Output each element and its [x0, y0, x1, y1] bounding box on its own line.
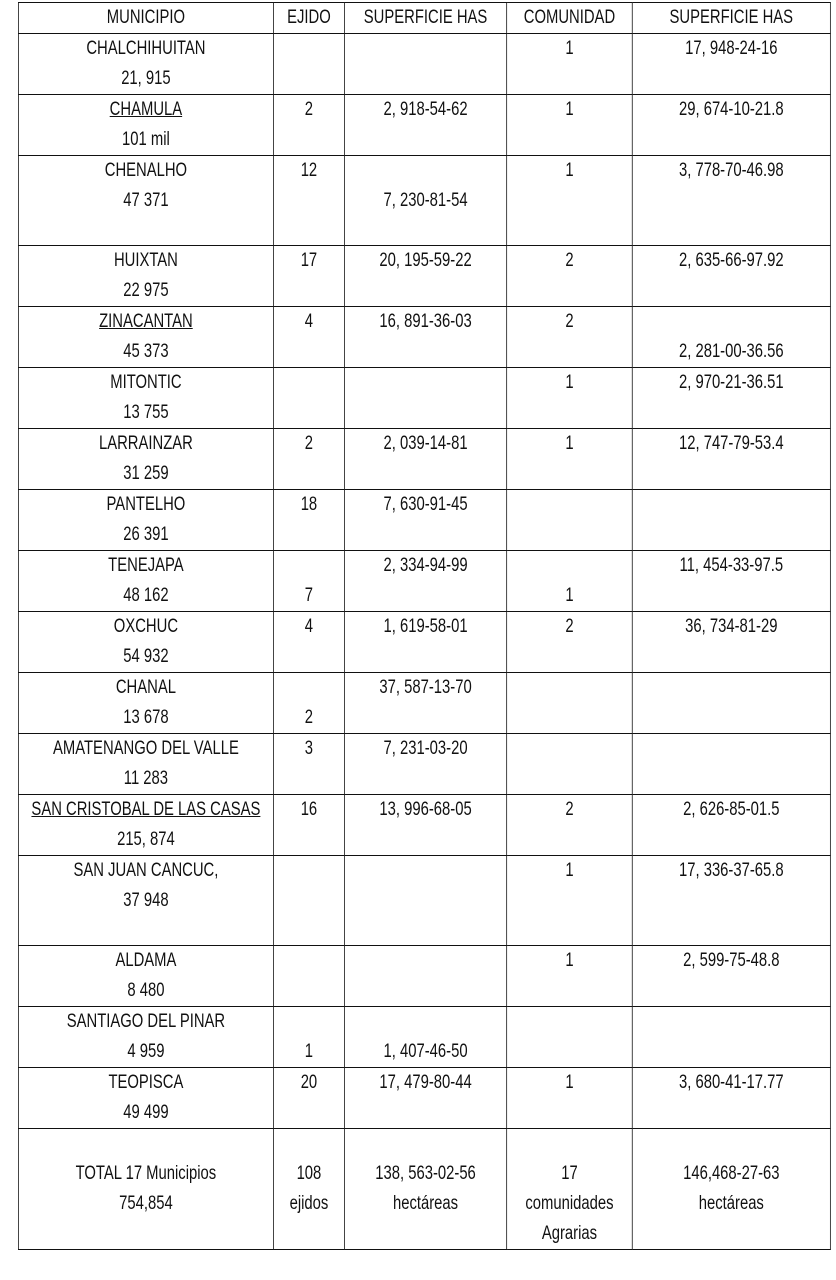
cell-superficie-comunidad	[632, 429, 830, 490]
cell-ejido-line: 12	[300, 160, 318, 181]
cell-ejido	[273, 856, 344, 946]
cell-superficie-ejido-line	[345, 459, 506, 489]
cell-ejido-line	[274, 34, 344, 64]
cell-superficie-ejido-line: 13, 996-68-05	[379, 799, 472, 820]
cell-ejido-line: 17	[300, 250, 318, 271]
cell-comunidad-line	[507, 398, 632, 428]
cell-municipio-line: SAN JUAN CANCUC,	[73, 860, 219, 881]
cell-comunidad-line: 1	[565, 860, 574, 881]
cell-superficie-comunidad-line	[633, 64, 830, 94]
cell-superficie-ejido-line: 1, 619-58-01	[383, 616, 468, 637]
cell-superficie-ejido	[344, 34, 506, 95]
cell-municipio-line: SAN CRISTOBAL DE LAS CASAS	[31, 799, 261, 820]
cell-superficie-ejido	[344, 156, 506, 246]
cell-ejido-line: 3	[304, 738, 314, 759]
cell-superficie-comunidad	[632, 156, 830, 246]
cell-comunidad-line: 1	[565, 99, 574, 120]
cell-ejido	[273, 1007, 344, 1068]
cell-comunidad-line	[507, 276, 632, 306]
table-row	[18, 156, 830, 246]
cell-superficie-ejido	[344, 490, 506, 551]
cell-comunidad	[507, 795, 633, 856]
total-superficie-comunidad-unit: hectáreas	[698, 1193, 764, 1214]
cell-ejido-line: 18	[300, 494, 318, 515]
total-comunidad-count: 17	[561, 1163, 578, 1184]
cell-ejido	[273, 490, 344, 551]
cell-superficie-comunidad	[632, 34, 830, 95]
total-ejido-count: 108	[296, 1163, 322, 1184]
cell-comunidad-line	[507, 642, 632, 672]
cell-comunidad-line	[507, 337, 632, 367]
cell-superficie-comunidad-line	[633, 186, 830, 216]
cell-superficie-ejido	[344, 307, 506, 368]
table-row	[18, 1068, 830, 1129]
total-comunidad	[507, 1129, 633, 1250]
header-row	[18, 3, 830, 34]
cell-ejido-line: 20	[300, 1072, 318, 1093]
total-municipio-label: TOTAL 17 Municipios	[75, 1163, 217, 1184]
cell-municipio-line: 31 259	[123, 463, 169, 484]
cell-ejido-line	[274, 976, 344, 1006]
cell-superficie-comunidad-line: 36, 734-81-29	[685, 616, 778, 637]
cell-ejido	[273, 795, 344, 856]
cell-superficie-ejido	[344, 946, 506, 1007]
table-row	[18, 946, 830, 1007]
table-row	[18, 551, 830, 612]
cell-superficie-comunidad-line	[633, 1007, 830, 1037]
cell-municipio-line: AMATENANGO DEL VALLE	[52, 738, 239, 759]
cell-superficie-ejido-line: 17, 479-80-44	[379, 1072, 472, 1093]
cell-municipio	[18, 734, 273, 795]
cell-superficie-comunidad-line	[633, 764, 830, 794]
cell-municipio-line: 13 678	[123, 707, 169, 728]
cell-superficie-ejido-line: 2, 334-94-99	[383, 555, 468, 576]
cell-superficie-ejido-line	[345, 368, 506, 398]
cell-ejido-line	[274, 125, 344, 155]
cell-ejido-line: 2	[304, 99, 314, 120]
cell-superficie-comunidad	[632, 734, 830, 795]
cell-superficie-ejido-line: 1, 407-46-50	[383, 1041, 468, 1062]
total-superficie-comunidad-value: 146,468-27-63	[683, 1163, 780, 1184]
cell-superficie-comunidad-line: 2, 635-66-97.92	[678, 250, 784, 271]
cell-municipio-line: 48 162	[123, 585, 169, 606]
cell-municipio-line: 4 959	[127, 1041, 165, 1062]
cell-municipio-line: LARRAINZAR	[98, 433, 193, 454]
cell-superficie-ejido-line	[345, 825, 506, 855]
cell-ejido-line: 1	[304, 1041, 314, 1062]
cell-superficie-ejido-line	[345, 642, 506, 672]
cell-comunidad-line	[507, 764, 632, 794]
cell-municipio-line: 101 mil	[122, 129, 170, 150]
cell-comunidad-line	[507, 551, 632, 581]
cell-superficie-comunidad	[632, 673, 830, 734]
cell-ejido-line: 4	[304, 616, 314, 637]
cell-superficie-ejido-line	[345, 64, 506, 94]
cell-comunidad-line	[507, 459, 632, 489]
cell-superficie-comunidad	[632, 1068, 830, 1129]
cell-superficie-ejido	[344, 612, 506, 673]
total-superficie-ejido	[344, 1129, 506, 1250]
cell-superficie-ejido	[344, 1068, 506, 1129]
cell-superficie-comunidad-line: 17, 336-37-65.8	[678, 860, 784, 881]
cell-superficie-comunidad-line	[633, 703, 830, 733]
cell-ejido-line: 4	[304, 311, 314, 332]
cell-comunidad-line: 2	[565, 250, 574, 271]
cell-superficie-ejido-line	[345, 976, 506, 1006]
cell-superficie-ejido-line: 7, 630-91-45	[383, 494, 468, 515]
cell-comunidad-line	[507, 125, 632, 155]
cell-superficie-comunidad	[632, 856, 830, 946]
cell-superficie-comunidad-line	[633, 581, 830, 611]
cell-superficie-ejido-line	[345, 1007, 506, 1037]
header-ejido: EJIDO	[273, 3, 344, 34]
cell-superficie-comunidad-line: 3, 680-41-17.77	[678, 1072, 784, 1093]
table-row	[18, 795, 830, 856]
cell-municipio-line: CHAMULA	[109, 99, 183, 120]
cell-superficie-comunidad-line	[633, 673, 830, 703]
cell-superficie-comunidad-line	[633, 976, 830, 1006]
cell-municipio-line: 37 948	[123, 890, 169, 911]
table-row	[18, 734, 830, 795]
cell-municipio	[18, 551, 273, 612]
cell-comunidad	[507, 612, 633, 673]
cell-superficie-ejido-line: 2, 039-14-81	[383, 433, 468, 454]
table-row	[18, 95, 830, 156]
cell-comunidad-line: 2	[565, 616, 574, 637]
cell-municipio	[18, 95, 273, 156]
cell-comunidad	[507, 34, 633, 95]
table-row	[18, 429, 830, 490]
cell-ejido-line	[274, 276, 344, 306]
cell-comunidad-line	[507, 64, 632, 94]
cell-ejido	[273, 307, 344, 368]
cell-comunidad-line	[507, 520, 632, 550]
cell-municipio-line: CHALCHIHUITAN	[86, 38, 206, 59]
cell-ejido-line	[274, 551, 344, 581]
cell-superficie-comunidad-line: 11, 454-33-97.5	[679, 555, 784, 576]
cell-superficie-comunidad	[632, 795, 830, 856]
cell-superficie-comunidad	[632, 490, 830, 551]
cell-ejido	[273, 246, 344, 307]
cell-superficie-comunidad-line	[633, 490, 830, 520]
cell-municipio	[18, 246, 273, 307]
cell-superficie-ejido-line: 7, 231-03-20	[383, 738, 468, 759]
cell-superficie-ejido-line	[345, 581, 506, 611]
cell-municipio	[18, 856, 273, 946]
cell-municipio	[18, 490, 273, 551]
cell-superficie-comunidad-line	[633, 307, 830, 337]
cell-superficie-ejido-line: 7, 230-81-54	[383, 190, 468, 211]
cell-superficie-ejido	[344, 429, 506, 490]
cell-municipio-line: 54 932	[123, 646, 169, 667]
total-comunidad-type: Agrarias	[541, 1223, 598, 1244]
cell-municipio	[18, 1068, 273, 1129]
cell-superficie-comunidad	[632, 612, 830, 673]
cell-municipio	[18, 429, 273, 490]
cell-ejido	[273, 673, 344, 734]
cell-superficie-comunidad-line	[633, 1098, 830, 1128]
cell-ejido-line	[274, 459, 344, 489]
cell-superficie-comunidad-line: 2, 599-75-48.8	[683, 950, 780, 971]
cell-superficie-ejido	[344, 95, 506, 156]
cell-ejido	[273, 368, 344, 429]
cell-comunidad-line	[507, 673, 632, 703]
table-row	[18, 246, 830, 307]
cell-municipio	[18, 795, 273, 856]
cell-superficie-ejido-line: 37, 587-13-70	[379, 677, 472, 698]
cell-superficie-ejido	[344, 856, 506, 946]
cell-superficie-comunidad-line: 17, 948-24-16	[685, 38, 778, 59]
cell-municipio	[18, 34, 273, 95]
cell-superficie-ejido	[344, 551, 506, 612]
cell-superficie-ejido-line	[345, 764, 506, 794]
cell-superficie-ejido-line	[345, 156, 506, 186]
table-row	[18, 490, 830, 551]
cell-comunidad-line	[507, 1037, 632, 1067]
cell-comunidad	[507, 673, 633, 734]
cell-superficie-comunidad-line: 2, 281-00-36.56	[678, 341, 784, 362]
cell-superficie-comunidad-line	[633, 398, 830, 428]
cell-ejido-line	[274, 1007, 344, 1037]
cell-superficie-ejido	[344, 795, 506, 856]
cell-comunidad	[507, 246, 633, 307]
cell-ejido-line	[274, 946, 344, 976]
cell-superficie-ejido-line	[345, 1098, 506, 1128]
cell-municipio-line: MITONTIC	[110, 372, 182, 393]
cell-superficie-ejido-line	[345, 276, 506, 306]
cell-superficie-ejido-line	[345, 856, 506, 886]
cell-superficie-comunidad-line: 29, 674-10-21.8	[678, 99, 784, 120]
cell-superficie-comunidad-line	[633, 734, 830, 764]
cell-superficie-comunidad-line: 3, 778-70-46.98	[678, 160, 784, 181]
cell-ejido-line	[274, 1098, 344, 1128]
cell-comunidad-line: 1	[565, 160, 574, 181]
cell-superficie-comunidad-line	[633, 520, 830, 550]
cell-municipio	[18, 368, 273, 429]
cell-municipio	[18, 673, 273, 734]
table-body	[18, 34, 830, 1129]
cell-superficie-ejido-line: 2, 918-54-62	[383, 99, 468, 120]
cell-superficie-comunidad-line	[633, 459, 830, 489]
table-row	[18, 673, 830, 734]
cell-municipio-line: CHANAL	[115, 677, 176, 698]
cell-comunidad	[507, 95, 633, 156]
cell-comunidad	[507, 429, 633, 490]
cell-municipio-line: 11 283	[123, 768, 169, 789]
cell-ejido	[273, 156, 344, 246]
cell-comunidad-line: 1	[565, 1072, 574, 1093]
total-municipio	[18, 1129, 273, 1250]
cell-municipio-line: PANTELHO	[106, 494, 186, 515]
table-row	[18, 856, 830, 946]
cell-superficie-ejido	[344, 246, 506, 307]
total-ejido	[273, 1129, 344, 1250]
cell-comunidad	[507, 490, 633, 551]
cell-superficie-comunidad	[632, 368, 830, 429]
cell-superficie-ejido	[344, 1007, 506, 1068]
ejidos-table	[18, 2, 831, 1250]
cell-superficie-ejido	[344, 673, 506, 734]
cell-superficie-comunidad	[632, 551, 830, 612]
cell-superficie-ejido	[344, 368, 506, 429]
cell-municipio	[18, 307, 273, 368]
cell-ejido	[273, 95, 344, 156]
cell-municipio-line: 8 480	[127, 980, 165, 1001]
header-comunidad: COMUNIDAD	[507, 3, 633, 34]
cell-superficie-ejido-line	[345, 125, 506, 155]
cell-ejido-line	[274, 886, 344, 916]
cell-comunidad	[507, 1068, 633, 1129]
cell-comunidad	[507, 368, 633, 429]
cell-ejido-line: 2	[304, 707, 314, 728]
cell-superficie-ejido-line	[345, 337, 506, 367]
cell-ejido-line	[274, 825, 344, 855]
cell-superficie-comunidad	[632, 946, 830, 1007]
cell-superficie-comunidad	[632, 1007, 830, 1068]
cell-comunidad	[507, 156, 633, 246]
cell-superficie-ejido-line: 16, 891-36-03	[379, 311, 472, 332]
cell-superficie-comunidad-line	[633, 276, 830, 306]
cell-superficie-comunidad-line	[633, 642, 830, 672]
cell-ejido-line	[274, 856, 344, 886]
cell-municipio-line: 49 499	[123, 1102, 169, 1123]
cell-ejido-line	[274, 186, 344, 216]
total-superficie-ejido-value: 138, 563-02-56	[375, 1163, 476, 1184]
cell-ejido-line	[274, 64, 344, 94]
cell-superficie-comunidad-line	[633, 886, 830, 916]
cell-comunidad-line: 1	[565, 585, 574, 606]
cell-superficie-ejido-line	[345, 34, 506, 64]
cell-superficie-ejido-line	[345, 703, 506, 733]
cell-ejido	[273, 1068, 344, 1129]
cell-comunidad-line	[507, 734, 632, 764]
cell-superficie-comunidad-line: 2, 970-21-36.51	[678, 372, 784, 393]
total-ejido-unit: ejidos	[289, 1193, 329, 1214]
cell-ejido-line	[274, 673, 344, 703]
table-row	[18, 612, 830, 673]
total-row	[18, 1129, 830, 1250]
cell-comunidad-line	[507, 1098, 632, 1128]
cell-comunidad-line	[507, 886, 632, 916]
cell-superficie-comunidad-line: 12, 747-79-53.4	[678, 433, 784, 454]
total-population: 754,854	[119, 1193, 173, 1214]
cell-municipio-line: HUIXTAN	[113, 250, 178, 271]
cell-comunidad	[507, 946, 633, 1007]
total-superficie-comunidad	[632, 1129, 830, 1250]
header-municipio: MUNICIPIO	[18, 3, 273, 34]
cell-comunidad-line	[507, 976, 632, 1006]
cell-ejido-line	[274, 764, 344, 794]
cell-comunidad-line: 1	[565, 372, 574, 393]
cell-superficie-comunidad	[632, 246, 830, 307]
cell-ejido	[273, 429, 344, 490]
cell-ejido-line: 16	[300, 799, 318, 820]
cell-municipio-line: TENEJAPA	[108, 555, 184, 576]
cell-ejido	[273, 612, 344, 673]
cell-comunidad-line	[507, 825, 632, 855]
cell-comunidad-line	[507, 1007, 632, 1037]
cell-superficie-comunidad-line	[633, 825, 830, 855]
cell-municipio-line: 22 975	[123, 280, 169, 301]
cell-municipio-line: 47 371	[123, 190, 169, 211]
cell-ejido	[273, 551, 344, 612]
cell-superficie-comunidad-line: 2, 626-85-01.5	[683, 799, 780, 820]
total-superficie-ejido-unit: hectáreas	[392, 1193, 459, 1214]
cell-municipio-line: SANTIAGO DEL PINAR	[66, 1011, 226, 1032]
cell-municipio-line: OXCHUC	[113, 616, 179, 637]
cell-ejido-line: 2	[304, 433, 314, 454]
cell-municipio-line: ALDAMA	[115, 950, 177, 971]
cell-ejido-line: 7	[304, 585, 314, 606]
total-comunidad-unit: comunidades	[525, 1193, 614, 1214]
cell-comunidad-line: 1	[565, 950, 574, 971]
cell-superficie-comunidad	[632, 307, 830, 368]
cell-comunidad	[507, 856, 633, 946]
cell-municipio-line: 26 391	[123, 524, 169, 545]
cell-comunidad	[507, 551, 633, 612]
cell-municipio-line: 215, 874	[117, 829, 175, 850]
cell-superficie-ejido-line	[345, 398, 506, 428]
table-row	[18, 1007, 830, 1068]
header-superficie-comunidad: SUPERFICIE HAS	[632, 3, 830, 34]
header-superficie-ejido: SUPERFICIE HAS	[344, 3, 506, 34]
cell-ejido	[273, 946, 344, 1007]
cell-comunidad-line	[507, 490, 632, 520]
cell-municipio-line: CHENALHO	[104, 160, 188, 181]
cell-ejido-line	[274, 642, 344, 672]
cell-ejido-line	[274, 368, 344, 398]
cell-superficie-comunidad-line	[633, 1037, 830, 1067]
cell-ejido-line	[274, 337, 344, 367]
table-row	[18, 368, 830, 429]
cell-municipio-line: ZINACANTAN	[99, 311, 193, 332]
table-row	[18, 307, 830, 368]
cell-ejido	[273, 734, 344, 795]
cell-municipio	[18, 1007, 273, 1068]
cell-comunidad-line: 1	[565, 38, 574, 59]
cell-superficie-ejido-line	[345, 946, 506, 976]
cell-comunidad-line: 2	[565, 799, 574, 820]
cell-municipio	[18, 946, 273, 1007]
cell-superficie-ejido-line: 20, 195-59-22	[379, 250, 472, 271]
cell-ejido	[273, 34, 344, 95]
table-row	[18, 34, 830, 95]
cell-comunidad	[507, 1007, 633, 1068]
cell-municipio-line: 45 373	[123, 341, 169, 362]
cell-superficie-ejido-line	[345, 886, 506, 916]
cell-municipio-line: TEOPISCA	[108, 1072, 184, 1093]
cell-comunidad	[507, 307, 633, 368]
cell-superficie-comunidad-line	[633, 125, 830, 155]
cell-comunidad-line: 1	[565, 433, 574, 454]
cell-superficie-comunidad	[632, 95, 830, 156]
cell-comunidad-line	[507, 186, 632, 216]
cell-comunidad-line: 2	[565, 311, 574, 332]
cell-superficie-ejido	[344, 734, 506, 795]
cell-ejido-line	[274, 398, 344, 428]
cell-superficie-ejido-line	[345, 520, 506, 550]
cell-municipio	[18, 156, 273, 246]
cell-ejido-line	[274, 520, 344, 550]
cell-municipio	[18, 612, 273, 673]
cell-comunidad-line	[507, 703, 632, 733]
cell-comunidad	[507, 734, 633, 795]
cell-municipio-line: 13 755	[123, 402, 169, 423]
cell-municipio-line: 21, 915	[121, 68, 171, 89]
